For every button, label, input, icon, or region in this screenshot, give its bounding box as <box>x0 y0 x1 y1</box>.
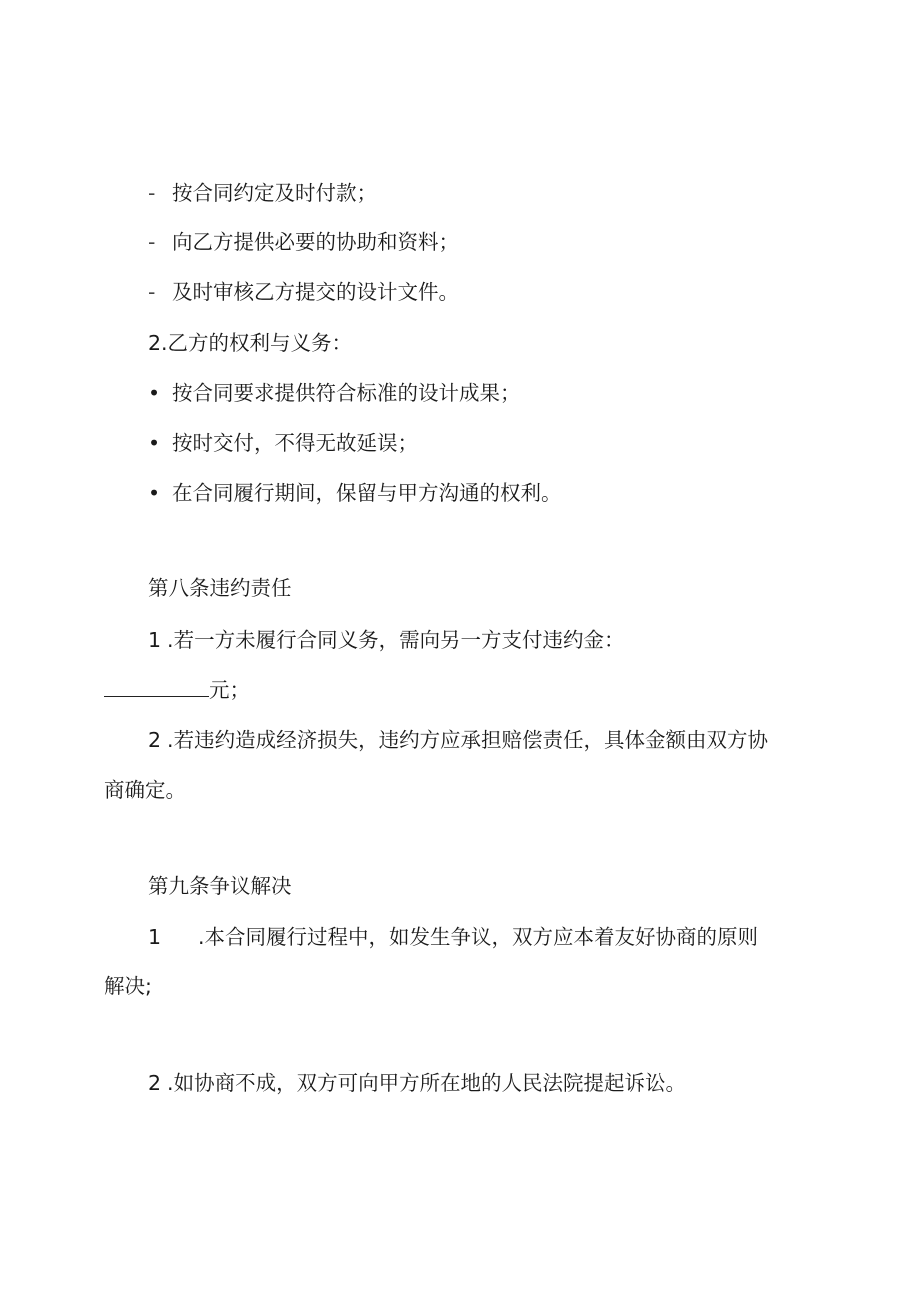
clause <box>148 924 758 950</box>
clause-number: 1 <box>148 925 162 949</box>
bullet-marker: • <box>148 481 161 505</box>
section-heading: 2.乙方的权利与义务： <box>148 331 353 355</box>
amount-blank[interactable] <box>104 678 209 697</box>
clause-number: 2 <box>148 728 162 752</box>
list-item <box>148 480 562 506</box>
clause-text: .如协商不成，双方可向甲方所在地的人民法院提起诉讼。 <box>167 1071 687 1095</box>
bullet-marker: • <box>148 381 161 405</box>
list-item-text: 按合同约定及时付款； <box>172 181 377 205</box>
article-title: 第八条违约责任 <box>148 576 292 600</box>
list-item-text: 向乙方提供必要的协助和资料； <box>172 230 459 254</box>
clause-text: .本合同履行过程中，如发生争议，双方应本着友好协商的原则 <box>198 925 759 949</box>
dash-marker: - <box>148 280 156 304</box>
clause <box>148 627 625 653</box>
clause <box>148 727 768 753</box>
list-item <box>148 229 459 255</box>
clause-continuation: 解决; <box>104 974 152 998</box>
bullet-marker: • <box>148 431 161 455</box>
list-item-text: 按时交付，不得无故延误； <box>172 431 418 455</box>
list-item-text: 及时审核乙方提交的设计文件。 <box>172 280 459 304</box>
article-title: 第九条争议解决 <box>148 874 292 898</box>
clause-number: 2 <box>148 1071 162 1095</box>
clause-text: .若违约造成经济损失，违约方应承担赔偿责任，具体金额由双方协 <box>167 728 769 752</box>
amount-line <box>104 677 250 703</box>
list-item <box>148 279 459 305</box>
amount-suffix: 元； <box>209 678 250 702</box>
dash-marker: - <box>148 230 156 254</box>
clause-continuation: 商确定。 <box>104 778 186 802</box>
list-item-text: 按合同要求提供符合标准的设计成果； <box>172 381 521 405</box>
list-item <box>148 380 521 406</box>
list-item <box>148 180 377 206</box>
clause-text: .若一方未履行合同义务，需向另一方支付违约金： <box>167 628 625 652</box>
clause <box>148 1070 686 1096</box>
list-item-text: 在合同履行期间，保留与甲方沟通的权利。 <box>172 481 562 505</box>
clause-number: 1 <box>148 628 162 652</box>
list-item <box>148 430 418 456</box>
dash-marker: - <box>148 181 156 205</box>
